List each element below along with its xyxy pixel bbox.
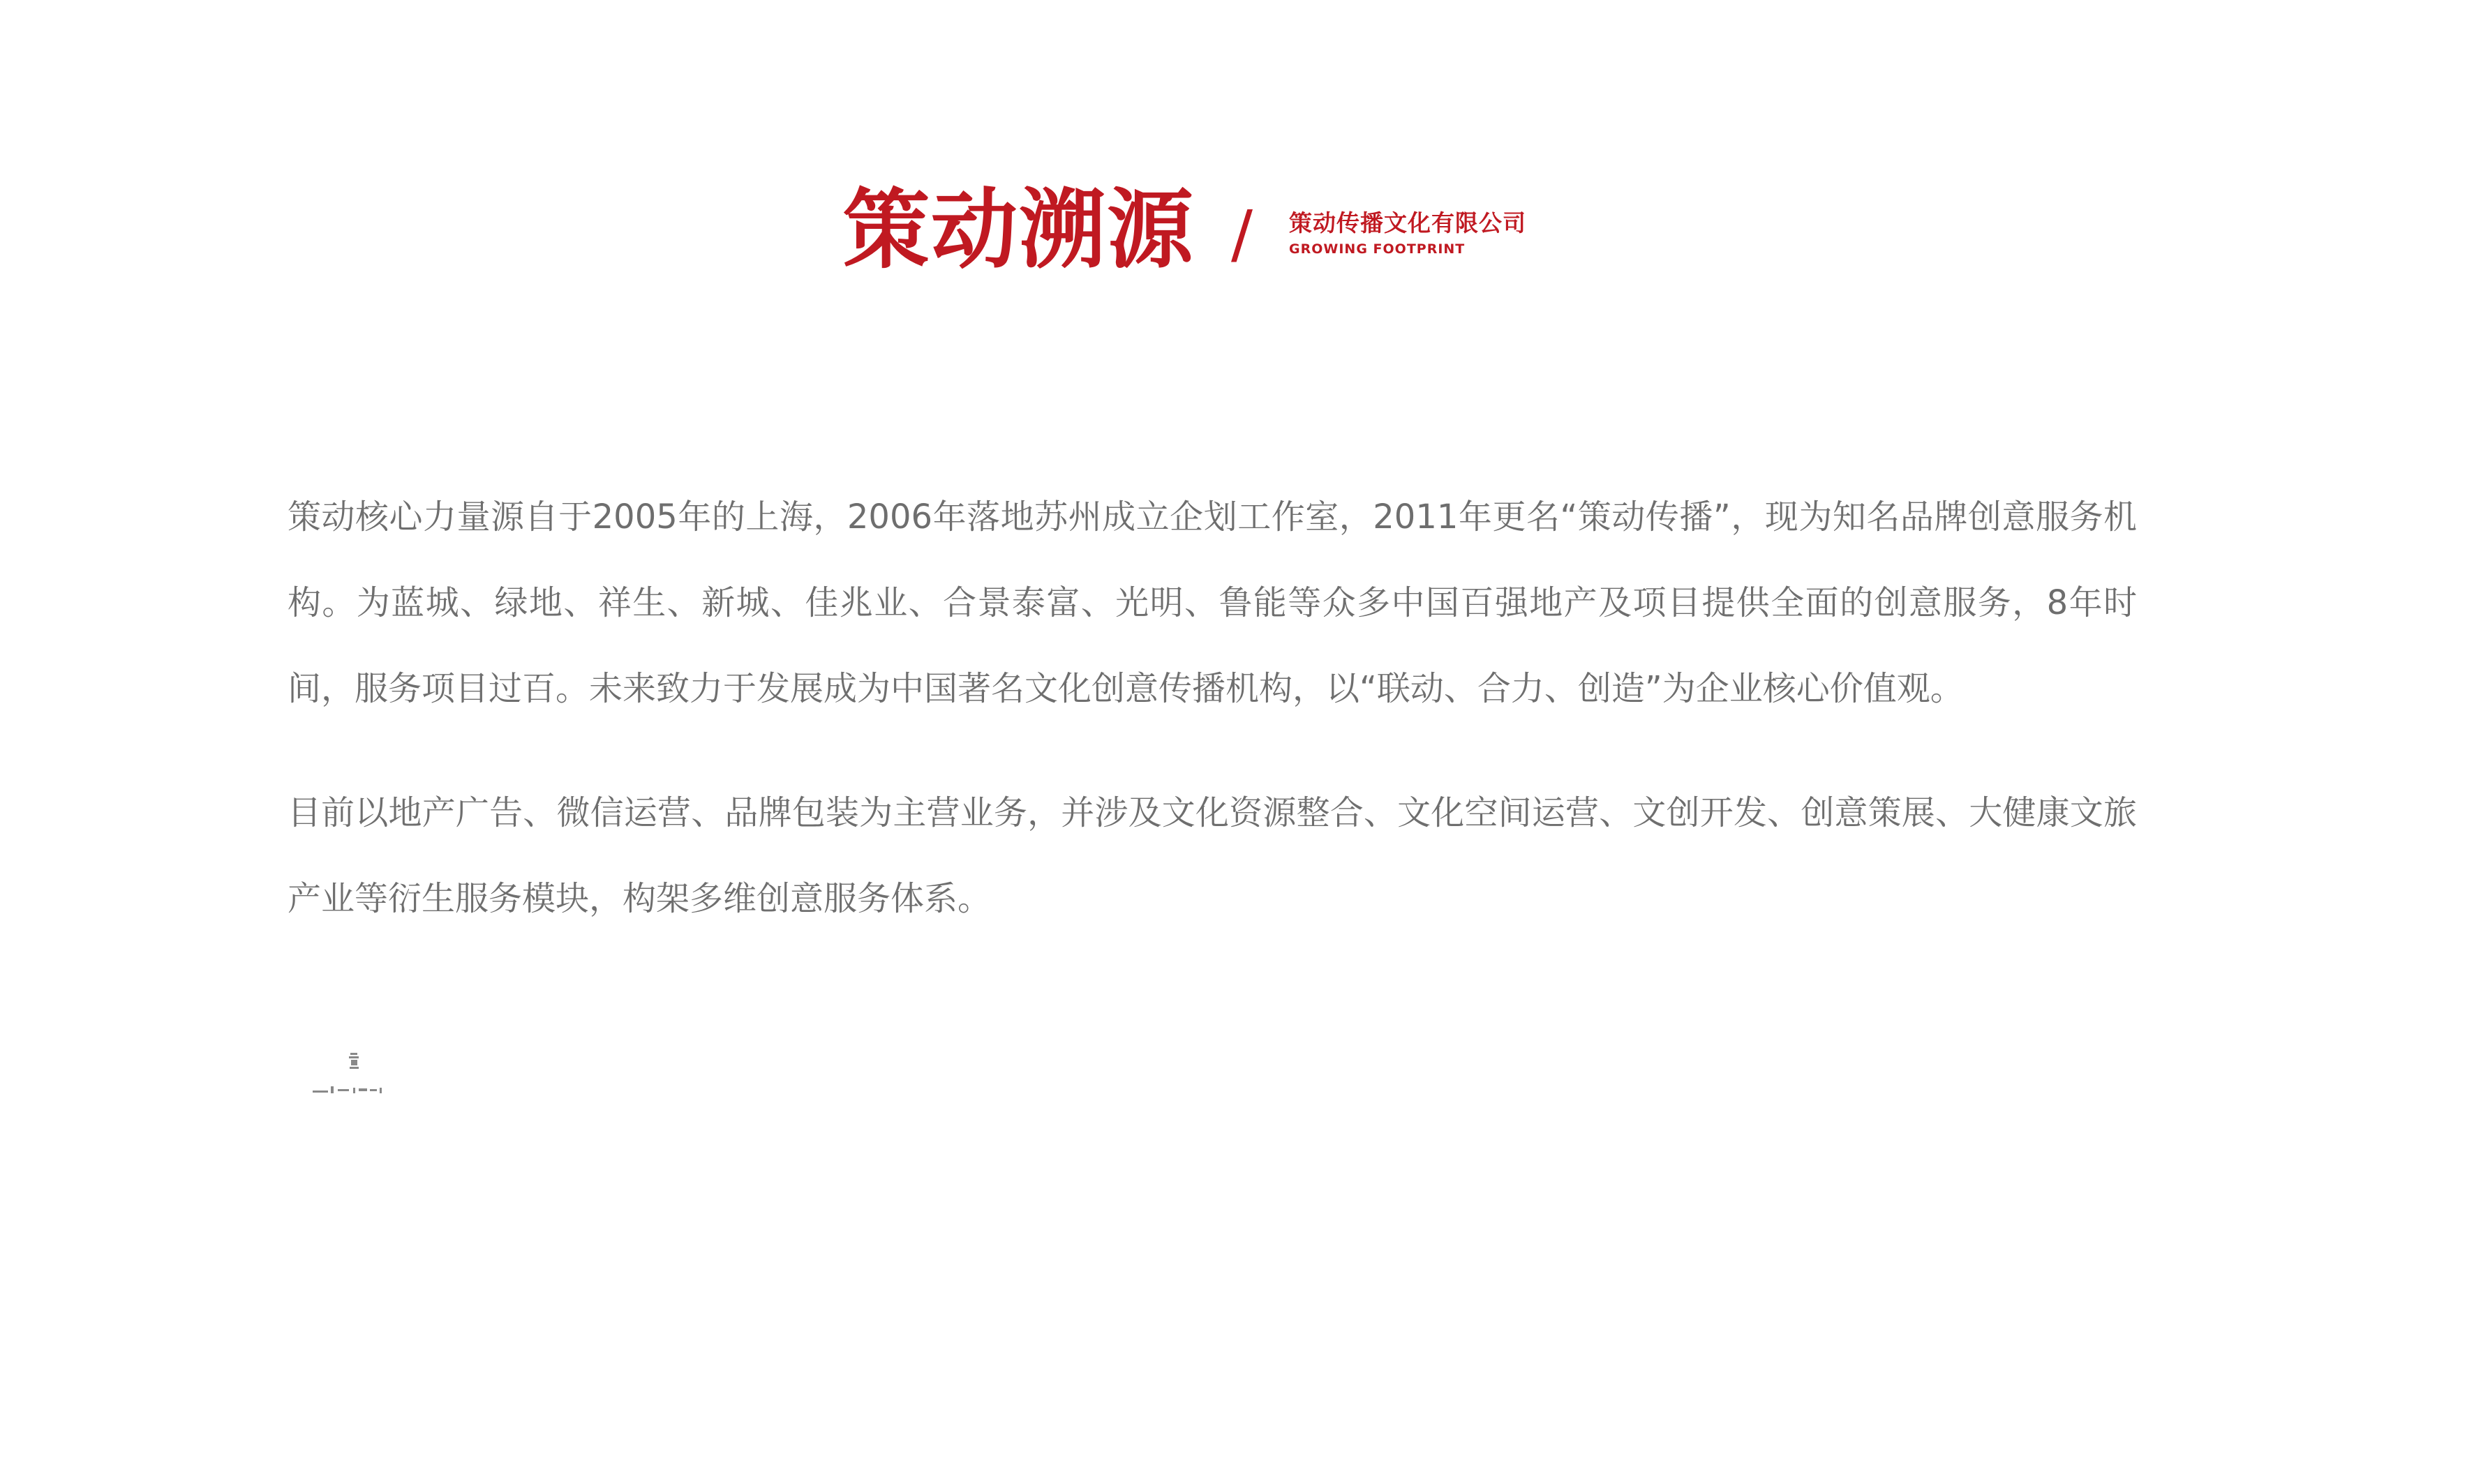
title-divider-slash: / — [1231, 197, 1253, 271]
business-paragraph: 目前以地产广告、微信运营、品牌包装为主营业务，并涉及文化资源整合、文化空间运营、文创开发、创意策展、大健康文旅产业等衍生服务模块，构架多维创意服务体系。 — [288, 793, 2137, 918]
page-title: 策动溯源 — [843, 180, 1195, 280]
header-subtitle — [1289, 210, 1526, 257]
intro-paragraph: 策动核心力量源自于2005年的上海，2006年落地苏州成立企划工作室，2011年更名“策动传播”，现为知名品牌创意服务机构。为蓝城、绿地、祥生、新城、佳兆业、合景泰富、光明、鲁能等众多中国百强地产及项目提供全面的创意服务，8年时间，服务项目过百。未来致力于发展成为中国著名文化创意传播机构，以“联动、合力、创造”为企业核心价值观。 — [288, 497, 2137, 708]
company-name: 策动传播文化有限公司 — [1289, 209, 1527, 237]
body-content — [288, 474, 2137, 942]
scan-artifact — [307, 1050, 405, 1099]
page-header — [843, 178, 1526, 283]
company-english-tagline: GROWING FOOTPRINT — [1289, 241, 1466, 257]
